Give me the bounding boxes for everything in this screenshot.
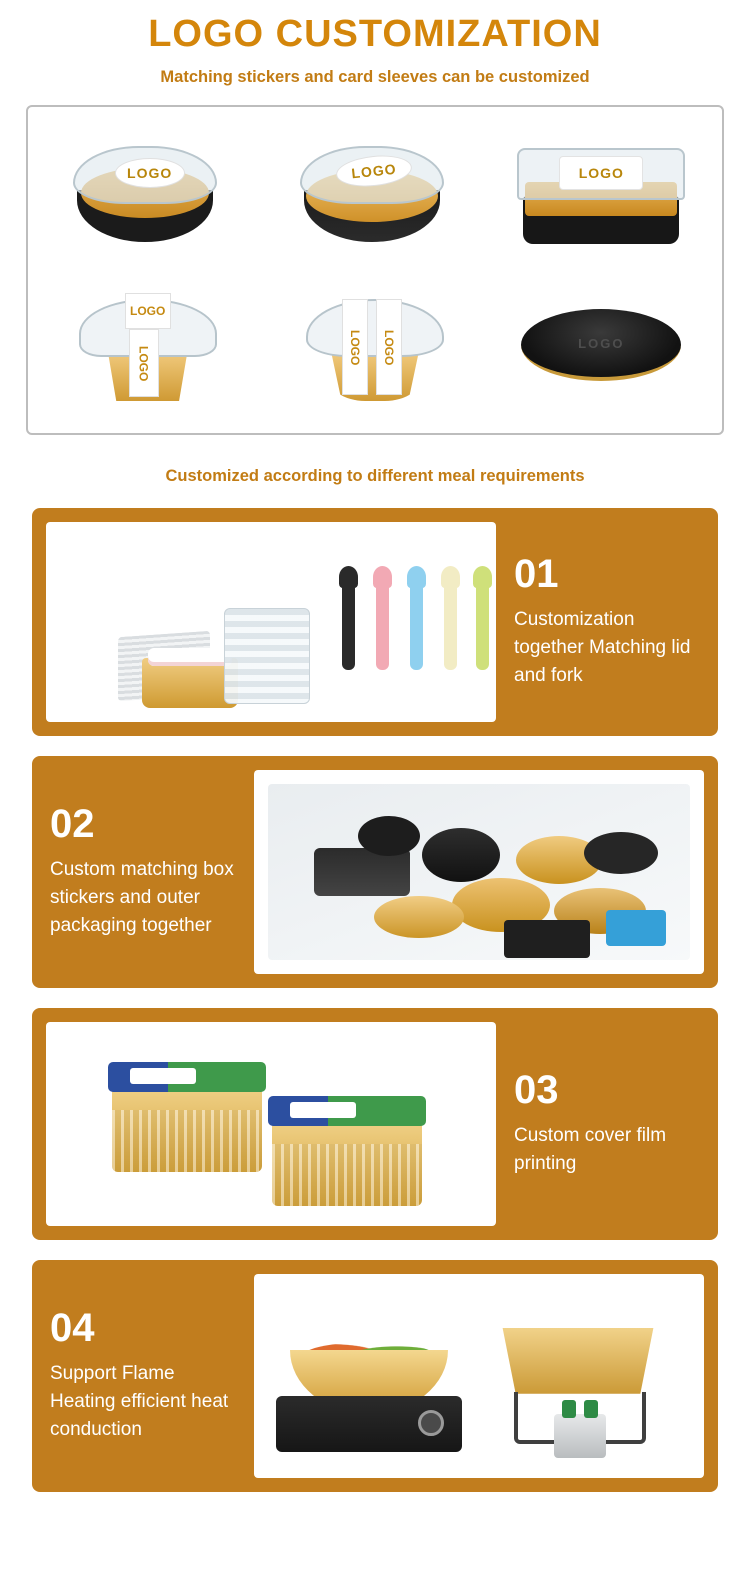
feature-text-03 — [510, 1022, 704, 1226]
page-subtitle: Matching stickers and card sleeves can be customized — [160, 67, 590, 86]
product-gold-round-bowl — [270, 124, 480, 264]
feature-description-04: Support Flame Heating efficient heat conduction — [50, 1363, 229, 1440]
logo-sticker: LOGO — [559, 156, 643, 190]
feature-number-04: 04 — [50, 1306, 95, 1351]
pack-tag-blue — [606, 910, 666, 946]
feature-number-01: 01 — [514, 552, 559, 597]
feature-description-02: Custom matching box stickers and outer packaging together — [50, 859, 234, 936]
logo-sticker: LOGO — [115, 158, 185, 188]
portable-stove-art — [276, 1396, 462, 1452]
black-round-bowl-art — [69, 146, 221, 242]
clear-lids-stack-art — [224, 608, 310, 704]
feature-description-01: Customization together Matching lid and fork — [514, 609, 691, 686]
pack-bowl-black-2 — [422, 828, 500, 882]
page-header — [0, 0, 750, 87]
feature-photo-01 — [46, 522, 496, 722]
round-cup-art — [300, 289, 450, 401]
pack-bowl-gold-4 — [374, 896, 464, 938]
logo-card-sleeve-right: LOGO — [376, 299, 402, 395]
pack-bowl-black — [358, 816, 420, 856]
fork-green-icon — [476, 578, 489, 670]
feature-number-02: 02 — [50, 802, 95, 847]
logo-samples-gallery — [26, 105, 724, 435]
rect-box-art — [517, 148, 685, 244]
feature-cards — [32, 508, 718, 1492]
feature-card-04 — [32, 1260, 718, 1492]
fork-cream-icon — [444, 578, 457, 670]
chafing-tray-art — [496, 1328, 660, 1394]
printed-film-box-1 — [112, 1080, 262, 1172]
feature-text-01 — [510, 522, 704, 722]
feature-text-02 — [46, 770, 240, 974]
stove-knob-icon — [418, 1410, 444, 1436]
product-round-cup-sleeve — [270, 275, 480, 415]
gallery-row-top — [34, 119, 716, 270]
feature-photo-04 — [254, 1274, 704, 1478]
fork-pink-icon — [376, 578, 389, 670]
fork-black-icon — [342, 578, 355, 670]
feature-card-03 — [32, 1008, 718, 1240]
pack-box-black — [504, 920, 590, 958]
logo-card-sleeve-front: LOGO — [129, 329, 159, 397]
gallery-row-bottom — [34, 270, 716, 421]
feature-number-03: 03 — [514, 1068, 559, 1113]
product-rect-box — [497, 124, 707, 264]
feature-card-02 — [32, 756, 718, 988]
section-caption: Customized according to different meal requirements — [165, 466, 585, 485]
product-black-round-bowl — [43, 124, 253, 264]
logo-sticker: LOGO — [335, 152, 414, 190]
fuel-canister-art — [554, 1414, 606, 1458]
feature-text-04 — [46, 1274, 240, 1478]
product-square-cup-sleeve — [43, 275, 253, 415]
fork-blue-icon — [410, 578, 423, 670]
printed-film-box-2 — [272, 1114, 422, 1206]
feature-photo-03 — [46, 1022, 496, 1226]
feature-photo-02 — [254, 770, 704, 974]
product-black-lid-top — [497, 275, 707, 415]
logo-card-sleeve-top: LOGO — [125, 293, 171, 329]
feature-description-03: Custom cover film printing — [514, 1125, 667, 1174]
pack-bowl-black-3 — [584, 832, 658, 874]
black-lid-art: LOGO — [521, 309, 681, 381]
gold-round-bowl-art — [296, 146, 448, 242]
square-cup-art — [73, 289, 223, 401]
feature-card-01 — [32, 508, 718, 736]
logo-card-sleeve-left: LOGO — [342, 299, 368, 395]
page-title: LOGO CUSTOMIZATION — [148, 13, 602, 55]
